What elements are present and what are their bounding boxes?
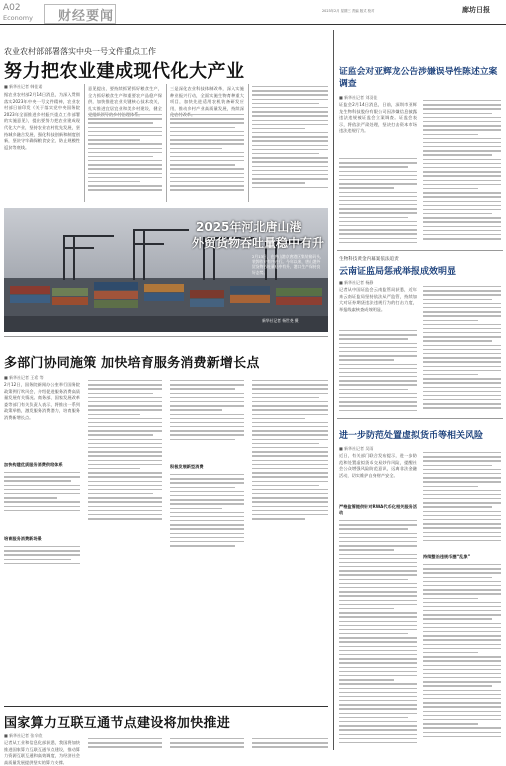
page-code: A02 [3,3,21,13]
photo-title-1: 2025年河北唐山港 [196,220,302,234]
article3-body: 记者从工业和信息化部获悉，我国将加快推进国家算力互联互通节点建设，推动算力资源互联互通和高效调度，为经济社会高质量发展提供坚实的算力支撑。 [4,740,80,765]
right3-sub1: 严格监管提供针对RWA代币化相关服务活动 [339,504,417,515]
article2-col2-text [88,380,162,576]
article2-col1-text [4,472,80,534]
right2-col2-text [423,286,501,414]
right3-title: 进一步防范处置虚拟货币等相关风险 [339,431,484,441]
issue-info: 2023年2月 星期三 责编 版式 校对 [322,9,375,13]
article2-byline: ■ 新华社记者 王希 等 [4,375,44,380]
masthead [0,0,506,26]
article2-sub1: 加快构建优质服务消费供给体系 [4,462,63,467]
col-divider [248,84,249,202]
main-divider [333,30,334,750]
section-rule [337,250,503,251]
right1-byline: ■ 新华社记者 刘羽佳 [339,95,378,100]
article1-lead: 据农业农村部2月14日消息，为深入贯彻落实2023年中央一号文件精神，农业农村部日前印发《关于落实党中央国务院2023年全面推进乡村振兴重点工作部署的实施意见》，提出要努力把农业建成现代化大产业，坚持农业农村优先发展，坚持城乡融合发展，强化科技创新和制度创新，坚决守牢确保粮食安全、防止规模性返贫等底线。 [4,92,80,150]
section-en: Economy [3,14,33,22]
article3-col2-text [88,738,162,750]
right2-byline: ■ 新华社记者 杨静 [339,280,374,285]
photo-credit: 新华社记者 杨世尧 摄 [262,318,299,323]
article1-col3: 三是深化农业科技体制改革，深入实施种业振兴行动，全面实施生物育种重大项目，加快先进适用农机装备研发应用，推动乡村产业高质量发展，持续深 [170,86,244,111]
article3-title: 国家算力互联互通节点建设将加快推进 [4,716,231,731]
right3-col2-text [423,452,501,550]
article1-byline: ■ 新华社记者 韩佳诺 [4,84,43,89]
article3-col3-text [170,738,244,750]
article1-col2-text [88,114,162,202]
photo-title-2: 外贸货物吞吐量稳中有升 [192,236,325,250]
section-rule [337,418,503,419]
right1-title: 证监会对亚辉龙公告涉嫌误导性陈述立案调查 [339,67,498,89]
right1-col1-text [339,158,417,246]
article1-col4-text [252,86,328,202]
masthead-rule [0,24,506,25]
article2-col3b-text [170,474,244,576]
section-rule [4,706,328,707]
col-divider [84,84,85,202]
right3-sub2: 持续整治违规币圈“乱象” [423,554,471,559]
article3-byline: ■ 新华社记者 张辛欣 [4,733,43,738]
right3-col1-text [339,520,417,750]
right3-byline: ■ 新华社记者 吴雨 [339,446,374,451]
right2-body: 记者从中国证监会云南监管局获悉，近年来云南证监局坚持依法从严监管，持续加大对证券期货违法违规行为的打击力度，举报线索核查成效明显。 [339,287,417,312]
section-title: 财经要闻 [58,9,115,24]
right3-col2b-text [423,564,501,750]
article2-sub2: 积极发展新型消费 [170,464,204,469]
right1-col2-text [423,100,501,246]
paper-name: 廊坊日报 [462,6,490,14]
right2-kicker: 生物科技黄金内幕案依法追责 [339,257,399,262]
right3-body: 近日，有关部门联合发布提示，进一步防范和处置虚拟货币交易炒作风险，提醒社会公众增强风险防范意识，远离非法金融活动，切实维护自身财产安全。 [339,453,417,478]
article1-col2: 意见提出，要持续抓紧抓好粮食生产，全力抓好粮食生产和重要农产品稳产保供，加快推进农业关键核心技术攻关，扎实推进宜居宜业和美乡村建设，健全 [88,86,162,111]
article2-title: 多部门协同施策 加快培育服务消费新增长点 [4,356,260,371]
article2-col1b-text [4,546,80,576]
section-rule [4,336,328,337]
right2-col1-text [339,330,417,414]
col-divider [166,84,167,202]
article1-kicker: 农业农村部部署落实中央一号文件重点工作 [4,47,156,56]
article1-title: 努力把农业建成现代化大产业 [4,61,245,82]
right1-body: 证监会2月14日消息，日前，深圳市亚辉龙生物科技股份有限公司因涉嫌信息披露违法违规被证监会立案调查。证监会表示，将依法严肃处理，坚决打击资本市场违法违规行为。 [339,102,417,134]
article2-sub3: 培育服务消费新场景 [4,536,42,541]
article2-col3-text [170,380,244,462]
article2-col4-text [252,380,328,576]
photo-caption: 2月13日，在唐山港京唐港区集装箱码头，装卸作业有序进行。今年以来，唐山港外贸货物吞吐量稳中有升，港口生产保持良好态势。 [252,254,324,275]
article1-col3-text [170,114,244,202]
article2-body: 2月12日，国务院新闻办公室举行国务院政策例行吹风会，介绍促进服务消费高质量发展有关情况。商务部、国家发展改革委等部门有关负责人表示，将推出一系列政策举措，激发服务消费潜力，培育服务消费新增长点。 [4,382,80,420]
article3-col4-text [252,738,328,750]
right2-title: 云南证监局惩戒举报成效明显 [339,267,457,277]
